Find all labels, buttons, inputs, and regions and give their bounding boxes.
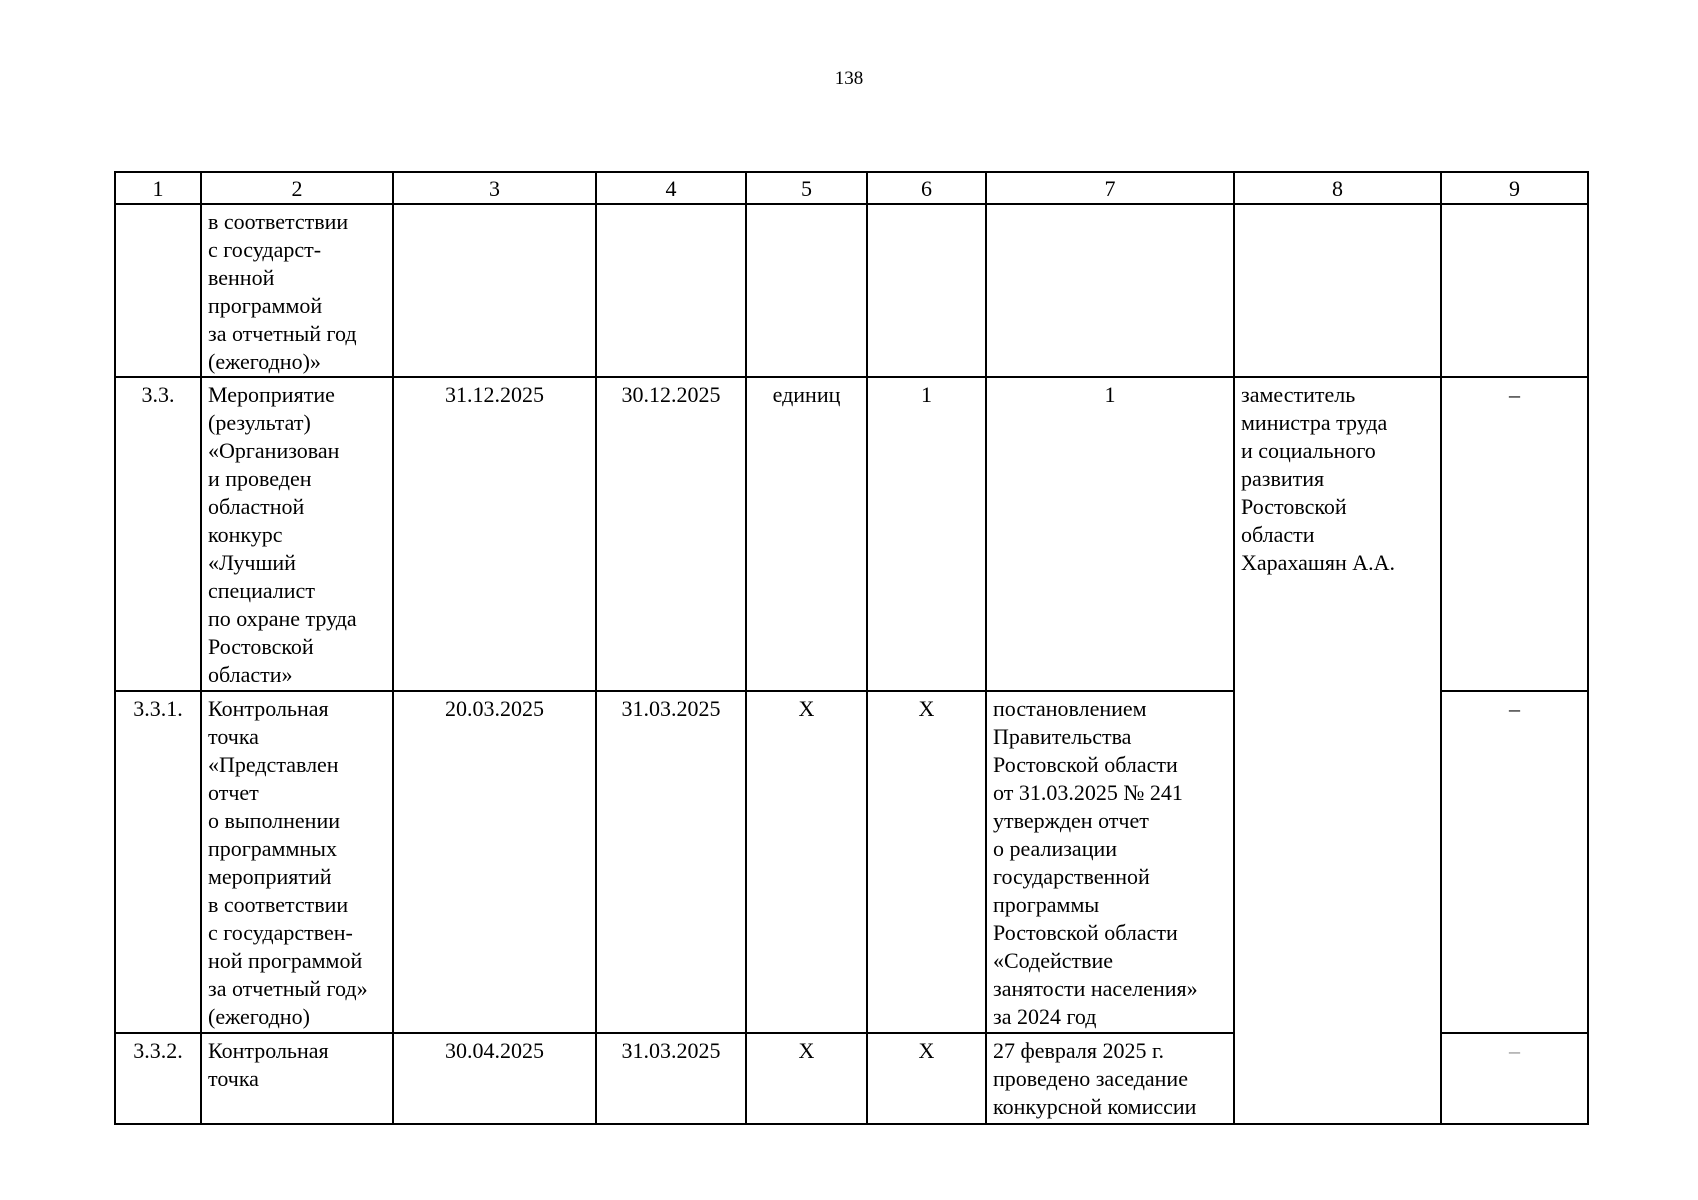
- column-header: 5: [746, 172, 867, 204]
- cell-fact: [986, 204, 1234, 377]
- column-header: 4: [596, 172, 746, 204]
- cell-date-fact: 30.12.2025: [596, 377, 746, 691]
- cell-fact: постановлением Правительства Ростовской области от 31.03.2025 № 241 утвержден отчет о реализации государственной программы Ростовской области «Содействие занятости населения» за 2024 год: [986, 691, 1234, 1033]
- table-row-3-3: [115, 377, 1588, 691]
- cell-date-plan: [393, 204, 596, 377]
- cell-note: [1441, 204, 1588, 377]
- column-header: 2: [201, 172, 393, 204]
- cell-unit: [746, 204, 867, 377]
- cell-unit: X: [746, 691, 867, 1033]
- column-header: 1: [115, 172, 201, 204]
- column-header: 7: [986, 172, 1234, 204]
- cell-plan: X: [867, 691, 986, 1033]
- page-number: 138: [834, 68, 864, 89]
- column-header: 3: [393, 172, 596, 204]
- cell-date-fact: 31.03.2025: [596, 1033, 746, 1124]
- cell-number: [115, 204, 201, 377]
- cell-note: –: [1441, 1033, 1588, 1124]
- column-header: 9: [1441, 172, 1588, 204]
- cell-responsible: заместитель министра труда и социального развития Ростовской области Харахашян А.А.: [1234, 377, 1441, 1124]
- cell-note: –: [1441, 377, 1588, 691]
- cell-responsible: [1234, 204, 1441, 377]
- cell-date-plan: 31.12.2025: [393, 377, 596, 691]
- cell-number: 3.3.2.: [115, 1033, 201, 1124]
- cell-plan: X: [867, 1033, 986, 1124]
- cell-name: Мероприятие (результат) «Организован и проведен областной конкурс «Лучший специалист по охране труда Ростовской области»: [201, 377, 393, 691]
- cell-date-fact: 31.03.2025: [596, 691, 746, 1033]
- cell-fact: 1: [986, 377, 1234, 691]
- table-header-row: [115, 172, 1588, 204]
- cell-plan: 1: [867, 377, 986, 691]
- cell-note: –: [1441, 691, 1588, 1033]
- cell-name: Контрольная точка «Представлен отчет о выполнении программных мероприятий в соответствии с государствен- ной программой за отчетный год» (ежегодно): [201, 691, 393, 1033]
- table-row-continuation: [115, 204, 1588, 377]
- cell-unit: X: [746, 1033, 867, 1124]
- column-header: 6: [867, 172, 986, 204]
- report-table: [114, 171, 1589, 1125]
- cell-date-plan: 30.04.2025: [393, 1033, 596, 1124]
- cell-date-plan: 20.03.2025: [393, 691, 596, 1033]
- cell-number: 3.3.1.: [115, 691, 201, 1033]
- cell-name: Контрольная точка: [201, 1033, 393, 1124]
- cell-number: 3.3.: [115, 377, 201, 691]
- column-header: 8: [1234, 172, 1441, 204]
- cell-unit: единиц: [746, 377, 867, 691]
- cell-name: в соответствии с государст- венной программой за отчетный год (ежегодно)»: [201, 204, 393, 377]
- cell-plan: [867, 204, 986, 377]
- cell-date-fact: [596, 204, 746, 377]
- cell-fact: 27 февраля 2025 г. проведено заседание конкурсной комиссии: [986, 1033, 1234, 1124]
